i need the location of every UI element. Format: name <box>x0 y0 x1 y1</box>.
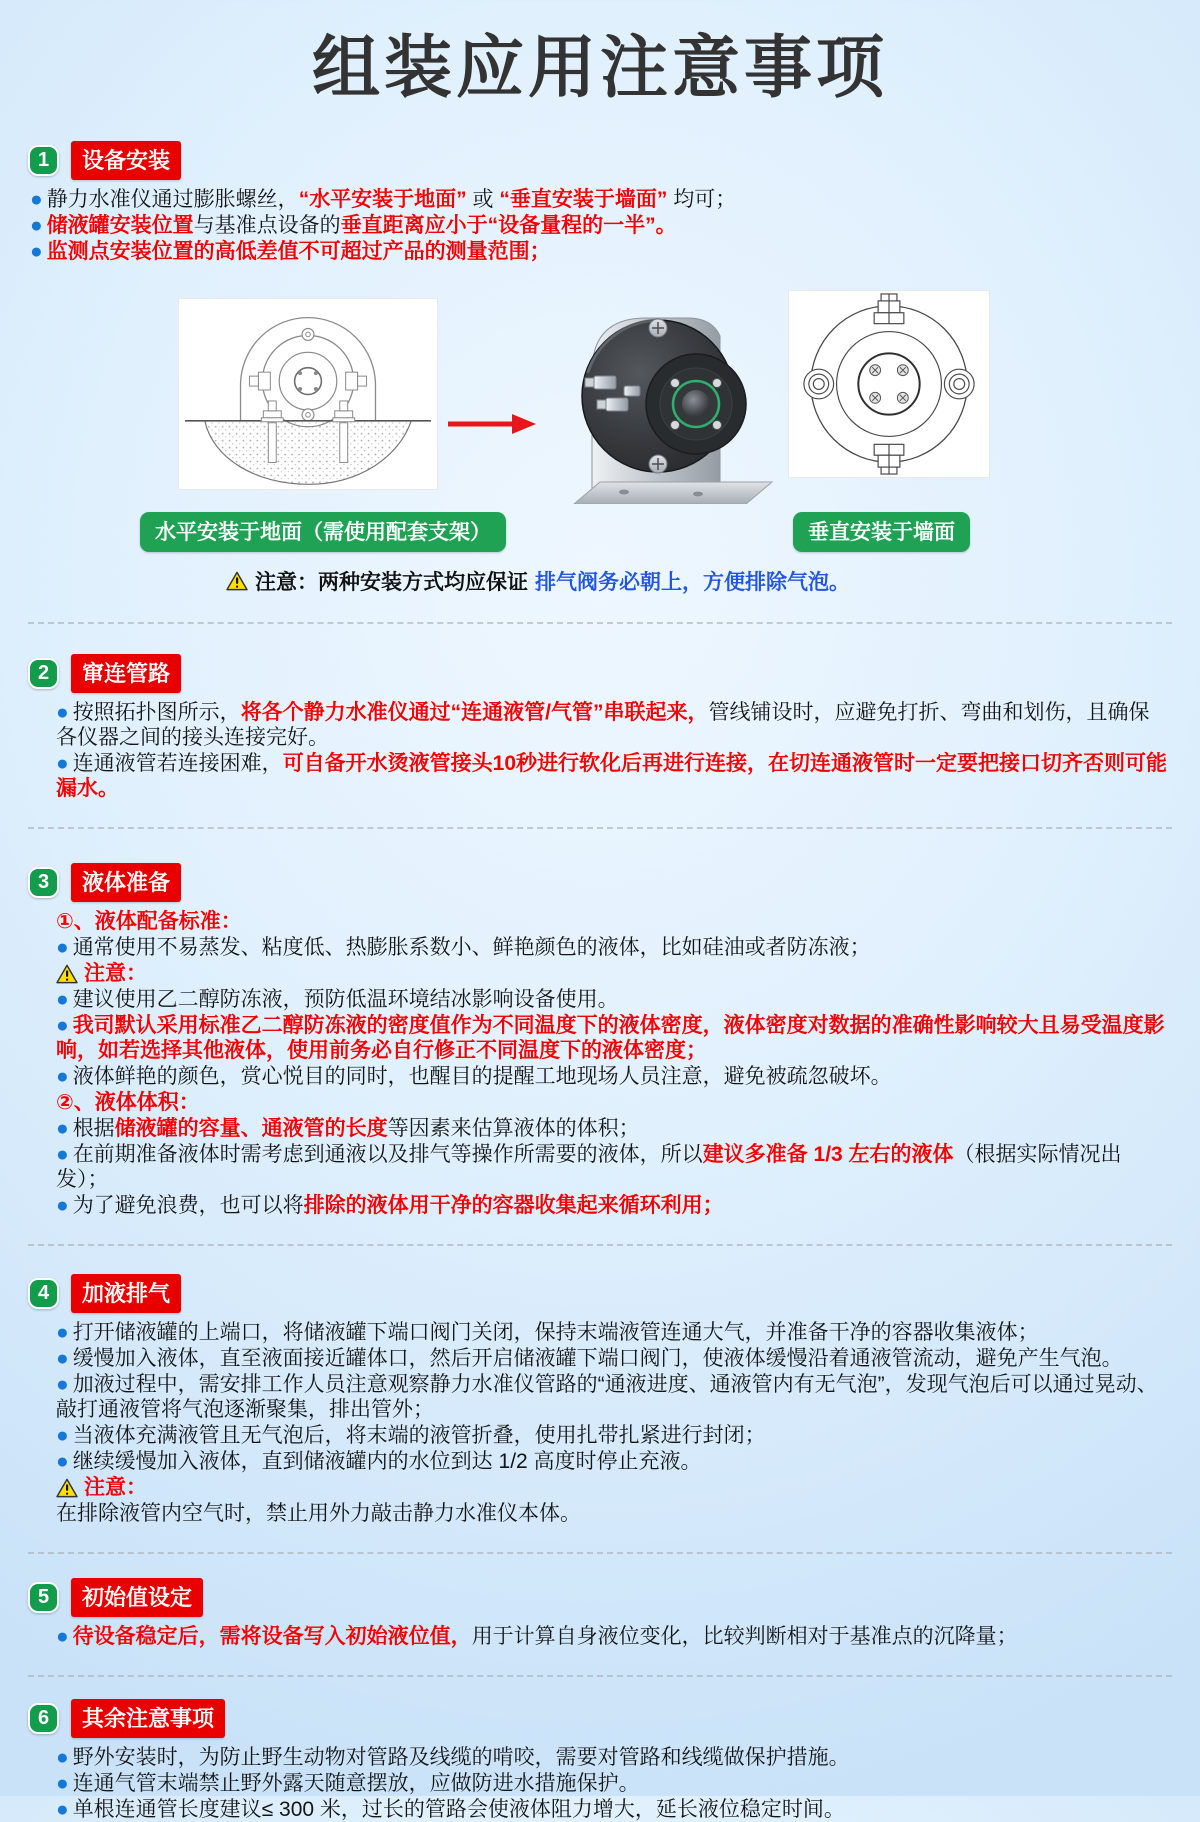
warning-icon <box>226 571 248 591</box>
text-segment: 等因素来估算液体的体积； <box>387 1117 640 1140</box>
install-note <box>226 566 1200 596</box>
bullet-icon: ● <box>56 1014 69 1037</box>
bullet-line <box>30 239 1170 264</box>
text-segment: 静力水准仪通过膨胀螺丝， <box>46 188 299 211</box>
text-segment: 继续缓慢加入液体，直到储液罐内的水位到达 1/2 高度时停止充液。 <box>72 1450 702 1473</box>
section-initial-value <box>0 1578 1200 1649</box>
section-items <box>56 1624 1170 1649</box>
device-photo <box>540 292 780 504</box>
text-segment: ②、液体体积： <box>56 1091 200 1114</box>
bullet-line <box>56 935 1170 960</box>
bullet-line <box>56 1624 1170 1649</box>
text-segment: 可自备开水烫液管接头10秒进行软化后再进行连接，在切连通液管时一定要把接口切齐否则可能漏水。 <box>56 752 1168 800</box>
text-segment: 连通气管末端禁止野外露天随意摆放，应做防进水措施保护。 <box>72 1772 640 1795</box>
bullet-icon: ● <box>56 1772 69 1795</box>
bullet-icon: ● <box>30 214 43 237</box>
text-segment: “垂直安装于墙面” <box>499 188 668 211</box>
section-number-badge: 4 <box>28 1278 59 1309</box>
text-segment: 野外安装时，为防止野生动物对管路及线缆的啃咬，需要对管路和线缆做保护措施。 <box>72 1746 850 1769</box>
bullet-icon: ● <box>56 1117 69 1140</box>
section-header <box>28 1699 1200 1738</box>
section-header <box>28 141 1200 180</box>
section-header <box>28 863 1200 902</box>
text-segment: 用于计算自身液位变化，比较判断相对于基准点的沉降量； <box>471 1625 1018 1648</box>
bullet-icon: ● <box>56 1194 69 1217</box>
bullet-line <box>56 1372 1170 1422</box>
ground-install-diagram <box>178 298 438 490</box>
text-segment: “水平安装于地面” <box>298 188 467 211</box>
section-items <box>56 1745 1170 1822</box>
bullet-icon: ● <box>30 240 43 263</box>
section-number-badge: 1 <box>28 145 59 176</box>
bullet-line <box>56 1142 1170 1192</box>
section-divider <box>28 827 1172 829</box>
bullet-icon: ● <box>56 1347 69 1370</box>
text-segment: 建议使用乙二醇防冻液，预防低温环境结冰影响设备使用。 <box>72 988 619 1011</box>
bullet-icon: ● <box>56 1798 69 1821</box>
section-number-badge: 2 <box>28 658 59 689</box>
text-segment: 当液体充满液管且无气泡后，将末端的液管折叠，使用扎带扎紧进行封闭； <box>72 1424 766 1447</box>
text-segment: 管线铺设时，应避免打折、弯曲和划伤，且确保各仪器之间的接头连接完好。 <box>56 701 1150 749</box>
bullet-icon: ● <box>56 936 69 959</box>
bullet-icon: ● <box>56 701 69 724</box>
subheading-line <box>56 909 1170 934</box>
wall-install-diagram <box>788 290 990 478</box>
caption-wall-install: 垂直安装于墙面 <box>793 512 970 552</box>
bullet-line <box>56 987 1170 1012</box>
figure-captions <box>0 512 1200 550</box>
bullet-icon: ● <box>56 1373 69 1396</box>
section-header <box>28 1274 1200 1313</box>
bullet-line <box>56 1013 1170 1063</box>
bullet-line <box>56 1116 1170 1141</box>
section-title-label: 设备安装 <box>71 141 181 180</box>
text-segment: 建议多准备 1/3 左右的液体 <box>702 1143 954 1166</box>
section-items <box>30 187 1170 264</box>
text-segment: 单根连通管长度建议≤ 300 米，过长的管路会使液体阻力增大，延长液位稳定时间。 <box>72 1798 845 1821</box>
text-segment: 储液罐的容量、通液管的长度 <box>114 1117 388 1140</box>
section-divider <box>28 1552 1172 1554</box>
section-divider <box>28 622 1172 624</box>
text-segment: ①、液体配备标准： <box>56 910 242 933</box>
text-segment: 缓慢加入液体，直至液面接近罐体口，然后开启储液罐下端口阀门，使液体缓慢沿着通液管流动，避免产生气泡。 <box>72 1347 1123 1370</box>
section-items <box>56 700 1170 801</box>
text-segment: 均可； <box>667 188 737 211</box>
bullet-icon: ● <box>56 752 69 775</box>
text-segment: 在前期准备液体时需考虑到通液以及排气等操作所需要的液体，所以 <box>72 1143 703 1166</box>
text-segment: 垂直距离应小于“设备量程的一半”。 <box>340 214 677 237</box>
text-segment: 我司默认采用标准乙二醇防冻液的密度值作为不同温度下的液体密度，液体密度对数据的准确性影响较大且易受温度影响，如若选择其他液体，使用前务必自行修正不同温度下的液体密度； <box>56 1014 1165 1062</box>
bullet-line <box>30 187 1170 212</box>
text-segment: 储液罐安装位置 <box>46 214 194 237</box>
bullet-icon: ● <box>56 1625 69 1648</box>
warning-line <box>56 961 1170 986</box>
text-segment: 根据 <box>72 1117 115 1140</box>
section-number-badge: 6 <box>28 1703 59 1734</box>
section-title-label: 其余注意事项 <box>71 1699 225 1738</box>
bullet-line <box>56 1745 1170 1770</box>
caption-ground-install: 水平安装于地面（需使用配套支架） <box>140 512 506 552</box>
section-header <box>28 654 1200 693</box>
text-segment: 连通液管若连接困难， <box>72 752 283 775</box>
bullet-line <box>56 1320 1170 1345</box>
bullet-line <box>30 213 1170 238</box>
bullet-line <box>56 1771 1170 1796</box>
bullet-line <box>56 751 1170 801</box>
text-line <box>56 1501 1170 1526</box>
bullet-line <box>56 1193 1170 1218</box>
section-liquid-preparation <box>0 863 1200 1218</box>
bullet-icon: ● <box>56 988 69 1011</box>
bullet-icon: ● <box>56 1065 69 1088</box>
bullet-icon: ● <box>56 1450 69 1473</box>
bullet-icon: ● <box>30 188 43 211</box>
text-segment: 监测点安装位置的高低差值不可超过产品的测量范围； <box>46 240 551 263</box>
bullet-line <box>56 1064 1170 1089</box>
text-segment: 为了避免浪费，也可以将 <box>72 1194 304 1217</box>
section-divider <box>28 1675 1172 1677</box>
bullet-line <box>56 1797 1170 1822</box>
section-items <box>56 1320 1170 1526</box>
bullet-icon: ● <box>56 1321 69 1344</box>
text-segment: 通常使用不易蒸发、粘度低、热膨胀系数小、鲜艳颜色的液体，比如硅油或者防冻液； <box>72 936 871 959</box>
bullet-icon: ● <box>56 1143 69 1166</box>
section-number-badge: 5 <box>28 1582 59 1613</box>
text-segment: 打开储液罐的上端口，将储液罐下端口阀门关闭，保持末端液管连通大气，并准备干净的容器收集液体； <box>72 1321 1039 1344</box>
text-segment: 按照拓扑图所示， <box>72 701 241 724</box>
arrow-icon <box>446 412 536 436</box>
section-title-label: 液体准备 <box>71 863 181 902</box>
text-segment: 待设备稳定后，需将设备写入初始液位值， <box>72 1625 472 1648</box>
text-segment: 注意： <box>84 962 147 985</box>
bullet-line <box>56 1423 1170 1448</box>
text-segment: 注意： <box>84 1476 147 1499</box>
section-title-label: 窜连管路 <box>71 654 181 693</box>
bullet-line <box>56 1346 1170 1371</box>
section-other-notes <box>0 1699 1200 1822</box>
bullet-line <box>56 700 1170 750</box>
note-highlight: 排气阀务必朝上，方便排除气泡。 <box>535 571 850 594</box>
text-segment: 与基准点设备的 <box>193 214 341 237</box>
bullet-icon: ● <box>56 1746 69 1769</box>
section-divider <box>28 1244 1172 1246</box>
warning-icon <box>56 1478 78 1498</box>
note-text: 注意：两种安装方式均应保证 <box>255 571 528 594</box>
section-pipe-connection <box>0 654 1200 801</box>
text-segment: 加液过程中，需安排工作人员注意观察静力水准仪管路的“通液进度、通液管内有无气泡”，发现气泡后可以通过晃动、敲打通液管将气泡逐渐聚集，排出管外； <box>56 1373 1158 1421</box>
text-segment: 液体鲜艳的颜色，赏心悦目的同时，也醒目的提醒工地现场人员注意，避免被疏忽破坏。 <box>72 1065 892 1088</box>
text-segment: 或 <box>466 188 500 211</box>
section-items <box>56 909 1170 1218</box>
section-header <box>28 1578 1200 1617</box>
installation-figures <box>0 290 1200 502</box>
warning-icon <box>56 964 78 984</box>
section-device-install <box>0 141 1200 596</box>
section-number-badge: 3 <box>28 867 59 898</box>
bullet-icon: ● <box>56 1424 69 1447</box>
bullet-line <box>56 1449 1170 1474</box>
warning-line <box>56 1475 1170 1500</box>
text-segment: （根据实际情况出发）； <box>56 1143 1122 1191</box>
section-fill-and-vent <box>0 1274 1200 1526</box>
section-title-label: 初始值设定 <box>71 1578 203 1617</box>
text-segment: 在排除液管内空气时，禁止用外力敲击静力水准仪本体。 <box>56 1502 581 1525</box>
text-segment: 排除的液体用干净的容器收集起来循环利用； <box>303 1194 724 1217</box>
subheading-line <box>56 1090 1170 1115</box>
text-segment: 将各个静力水准仪通过“连通液管/气管”串联起来， <box>240 701 709 724</box>
page-title: 组装应用注意事项 <box>311 30 888 106</box>
section-title-label: 加液排气 <box>71 1274 181 1313</box>
